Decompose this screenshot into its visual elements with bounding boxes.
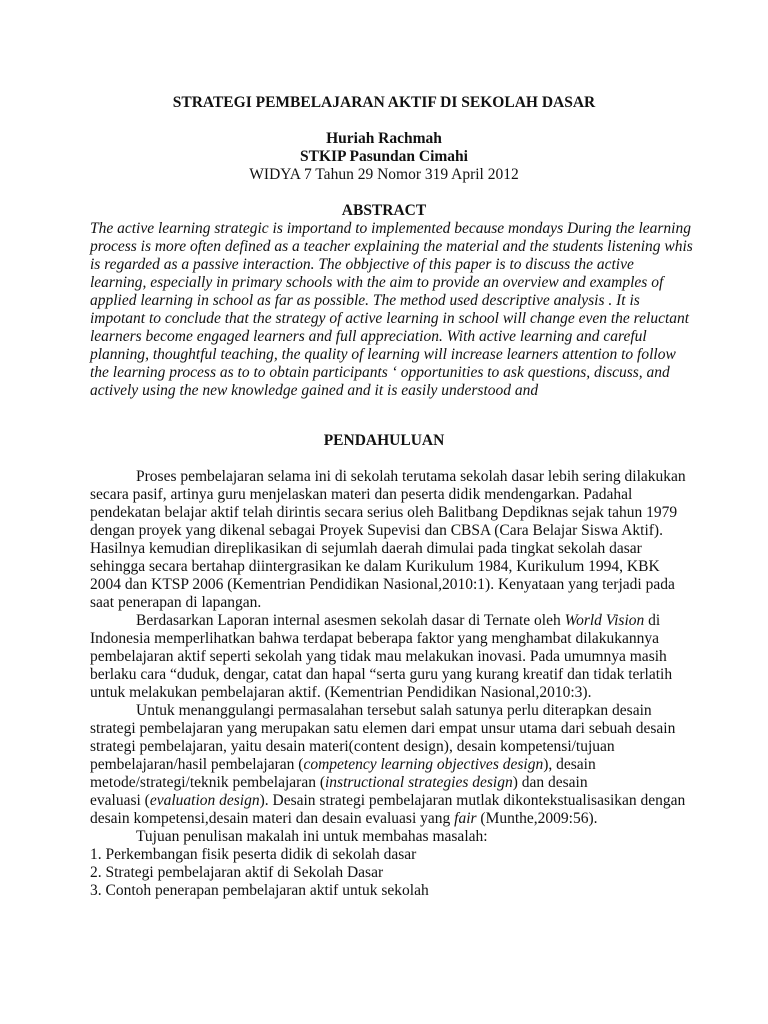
paragraph-line: pendekatan belajar aktif telah dirintis secara serius oleh Balitbang Depdiknas sejak tahun 1979 bbox=[90, 504, 678, 521]
text-run: desain kompetensi,desain materi dan desain evaluasi yang bbox=[90, 810, 455, 827]
list-item: 3. Contoh penerapan pembelajaran aktif untuk sekolah bbox=[90, 882, 429, 899]
italic-term: instructional strategies design bbox=[325, 774, 513, 791]
author-affiliation: STKIP Pasundan Cimahi bbox=[300, 148, 468, 165]
abstract-line: planning, thoughtful teaching, the quality of learning will increase learners attention to follow bbox=[90, 346, 676, 363]
abstract-line: is regarded as a passive interaction. The obbjective of this paper is to discuss the active bbox=[90, 256, 634, 273]
paragraph-line: untuk melakukan pembelajaran aktif. (Kementrian Pendidikan Nasional,2010:3). bbox=[90, 684, 592, 701]
italic-term: World Vision bbox=[564, 612, 645, 629]
text-run: pembelajaran/hasil pembelajaran ( bbox=[90, 756, 304, 773]
paper-title: STRATEGI PEMBELAJARAN AKTIF DI SEKOLAH DASAR bbox=[172, 94, 596, 111]
paragraph-line: strategi pembelajaran yang merupakan satu elemen dari empat unsur utama dari sebuah desain bbox=[90, 720, 676, 737]
text-run: di bbox=[644, 612, 661, 629]
text-run: evaluasi ( bbox=[90, 792, 150, 809]
abstract-heading: ABSTRACT bbox=[341, 202, 427, 219]
paragraph-line bbox=[90, 756, 596, 774]
abstract-line: learners become engaged learners and full appreciation. With active learning and careful bbox=[90, 328, 647, 345]
list-item: 1. Perkembangan fisik peserta didik di sekolah dasar bbox=[90, 846, 417, 863]
paragraph-line bbox=[90, 792, 685, 810]
abstract-line: the learning process as to to obtain participants ‘ opportunities to ask questions, discuss, and bbox=[90, 364, 670, 381]
author-name: Huriah Rachmah bbox=[326, 130, 442, 147]
italic-term: competency learning objectives design bbox=[303, 756, 544, 773]
paragraph-line: 2004 dan KTSP 2006 (Kementrian Pendidikan Nasional,2010:1). Kenyataan yang terjadi pada bbox=[90, 576, 675, 593]
paragraph-line: Untuk menanggulangi permasalahan tersebut salah satunya perlu diterapkan desain bbox=[136, 702, 652, 719]
italic-term: evaluation design bbox=[149, 792, 260, 809]
abstract-line: actively using the new knowledge gained and it is easily understood and bbox=[90, 382, 539, 399]
abstract-line: learning, especially in primary schools with the aim to provide an overview and examples of bbox=[90, 274, 664, 291]
paragraph-line: saat penerapan di lapangan. bbox=[90, 594, 262, 611]
abstract-line: The active learning strategic is importand to implemented because mondays During the learning bbox=[90, 220, 691, 237]
italic-term: fair bbox=[454, 810, 477, 827]
paragraph-line: secara pasif, artinya guru menjelaskan materi dan peserta didik mendengarkan. Padahal bbox=[90, 486, 633, 503]
text-run: Berdasarkan Laporan internal asesmen sekolah dasar di Ternate oleh bbox=[136, 612, 565, 629]
publication-info: WIDYA 7 Tahun 29 Nomor 319 April 2012 bbox=[249, 166, 519, 183]
text-run: ), desain bbox=[543, 756, 596, 773]
text-run: (Munthe,2009:56). bbox=[476, 810, 598, 827]
paragraph-line bbox=[136, 612, 660, 630]
paragraph-line bbox=[90, 810, 598, 828]
paragraph-line: berlaku cara “duduk, dengar, catat dan hapal “serta guru yang kurang kreatif dan tidak terlatih bbox=[90, 666, 673, 683]
paragraph-line: dengan proyek yang dikenal sebagai Proyek Supevisi dan CBSA (Cara Belajar Siswa Aktif). bbox=[90, 522, 663, 539]
paragraph-line: Proses pembelajaran selama ini di sekolah terutama sekolah dasar lebih sering dilakukan bbox=[136, 468, 686, 485]
paragraph-line: sehingga secara bertahap diintergrasikan ke dalam Kurikulum 1984, Kurikulum 1994, KBK bbox=[90, 558, 660, 575]
abstract-line: impotant to conclude that the strategy of active learning in school will change even the reluctant bbox=[90, 310, 690, 327]
list-item: 2. Strategi pembelajaran aktif di Sekolah Dasar bbox=[90, 864, 384, 881]
paragraph-4: Tujuan penulisan makalah ini untuk membahas masalah: bbox=[136, 828, 488, 845]
paragraph-line: Indonesia memperlihatkan bahwa terdapat beberapa faktor yang menghambat dilakukannya bbox=[90, 630, 659, 647]
section-heading-pendahuluan: PENDAHULUAN bbox=[323, 432, 445, 449]
paragraph-line bbox=[90, 774, 588, 792]
paragraph-line: Hasilnya kemudian direplikasikan di sejumlah daerah dimulai pada tingkat sekolah dasar bbox=[90, 540, 642, 557]
text-run: metode/strategi/teknik pembelajaran ( bbox=[90, 774, 325, 791]
abstract-line: applied learning in school as far as possible. The method used descriptive analysis . It is bbox=[90, 292, 640, 309]
abstract-line: process is more often defined as a teacher explaining the material and the students listening whis bbox=[90, 238, 693, 255]
text-run: ). Desain strategi pembelajaran mutlak dikontekstualisasikan dengan bbox=[259, 792, 686, 809]
paragraph-line: pembelajaran aktif seperti sekolah yang tidak mau melakukan inovasi. Pada umumnya masih bbox=[90, 648, 667, 665]
paragraph-line: strategi pembelajaran, yaitu desain materi(content design), desain kompetensi/tujuan bbox=[90, 738, 615, 755]
text-run: ) dan desain bbox=[512, 774, 588, 791]
